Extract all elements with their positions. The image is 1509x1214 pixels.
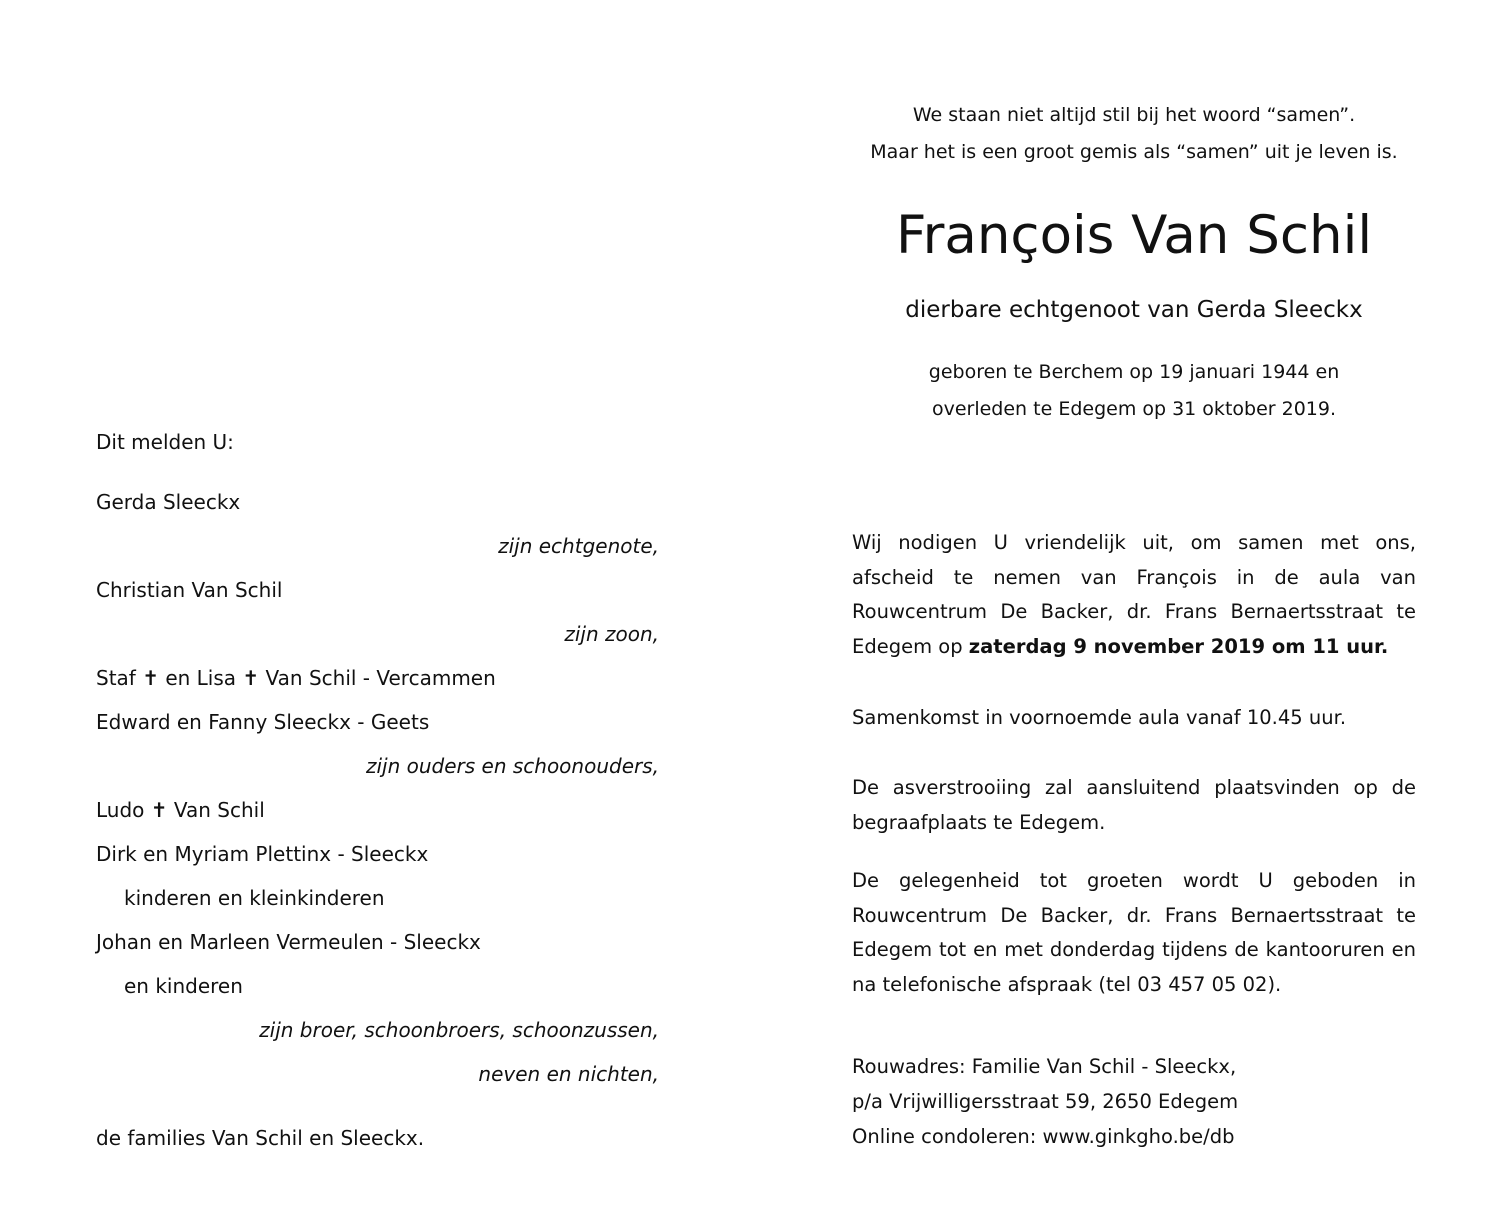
family-line (96, 798, 265, 822)
online-condolence-link[interactable]: Online condoleren: www.ginkgho.be/db (852, 1125, 1235, 1148)
cross-icon: ✝ (242, 666, 260, 690)
family-subline: kinderen en kleinkinderen (124, 886, 385, 910)
gathering-paragraph: Samenkomst in voornoemde aula vanaf 10.45 uur. (852, 706, 1347, 729)
family-name-part: Van Schil (173, 798, 265, 822)
mourning-address-street: p/a Vrijwilligersstraat 59, 2650 Edegem (852, 1090, 1239, 1113)
family-name-part: Ludo (96, 798, 145, 822)
life-dates (850, 354, 1418, 428)
deceased-name: François Van Schil (895, 205, 1373, 266)
relation-line: zijn echtgenote, (498, 534, 659, 558)
visitation-paragraph: De gelegenheid tot groeten wordt U geboden in Rouwcentrum De Backer, dr. Frans Bernaertsstraat te Edegem tot en met donderdag tijdens de kantooruren en na telefonische afspraak (tel 03 457 05 02). (852, 869, 1416, 997)
family-line: Dirk en Myriam Plettinx - Sleeckx (96, 842, 429, 866)
death-line: overleden te Edegem op 31 oktober 2019. (931, 398, 1337, 420)
invitation-paragraph (852, 526, 1416, 665)
family-line: Gerda Sleeckx (96, 490, 241, 514)
family-line: Edward en Fanny Sleeckx - Geets (96, 710, 430, 734)
family-name-part: en Lisa (165, 666, 237, 690)
family-line (96, 666, 496, 690)
relation-line: zijn zoon, (564, 622, 659, 646)
family-name-part: Staf (96, 666, 136, 690)
family-subline: en kinderen (124, 974, 243, 998)
invitation-text: Wij nodigen U vriendelijk uit, om samen met ons, afscheid te nemen van François in de aula van Rouwcentrum De Backer, dr. Frans Bernaertsstraat te Edegem op (852, 531, 1416, 659)
birth-line: geboren te Berchem op 19 januari 1944 en (928, 361, 1340, 383)
deceased-subtitle: dierbare echtgenoot van Gerda Sleeckx (905, 297, 1363, 323)
invitation-datetime: zaterdag 9 november 2019 om 11 uur. (968, 635, 1389, 659)
family-line: Christian Van Schil (96, 578, 283, 602)
cross-icon: ✝ (142, 666, 159, 690)
quote-line-2: Maar het is een groot gemis als “samen” uit je leven is. (870, 141, 1398, 163)
relation-line: zijn ouders en schoonouders, (365, 754, 659, 778)
family-line: Johan en Marleen Vermeulen - Sleeckx (96, 930, 481, 954)
quote-line-1: We staan niet altijd stil bij het woord “samen”. (912, 104, 1356, 126)
family-name-part: Van Schil - Vercammen (265, 666, 496, 690)
ash-scattering-paragraph: De asverstrooiing zal aansluitend plaatsvinden op de begraafplaats te Edegem. (852, 776, 1416, 834)
relation-line: neven en nichten, (478, 1062, 659, 1086)
family-closing-line: de families Van Schil en Sleeckx. (96, 1126, 425, 1150)
relation-line: zijn broer, schoonbroers, schoonzussen, (259, 1018, 659, 1042)
quote (850, 97, 1418, 171)
mourning-address: Rouwadres: Familie Van Schil - Sleeckx, (852, 1055, 1237, 1078)
cross-icon: ✝ (150, 798, 168, 822)
contact-block (852, 1049, 1238, 1154)
announcement-intro: Dit melden U: (96, 430, 234, 454)
